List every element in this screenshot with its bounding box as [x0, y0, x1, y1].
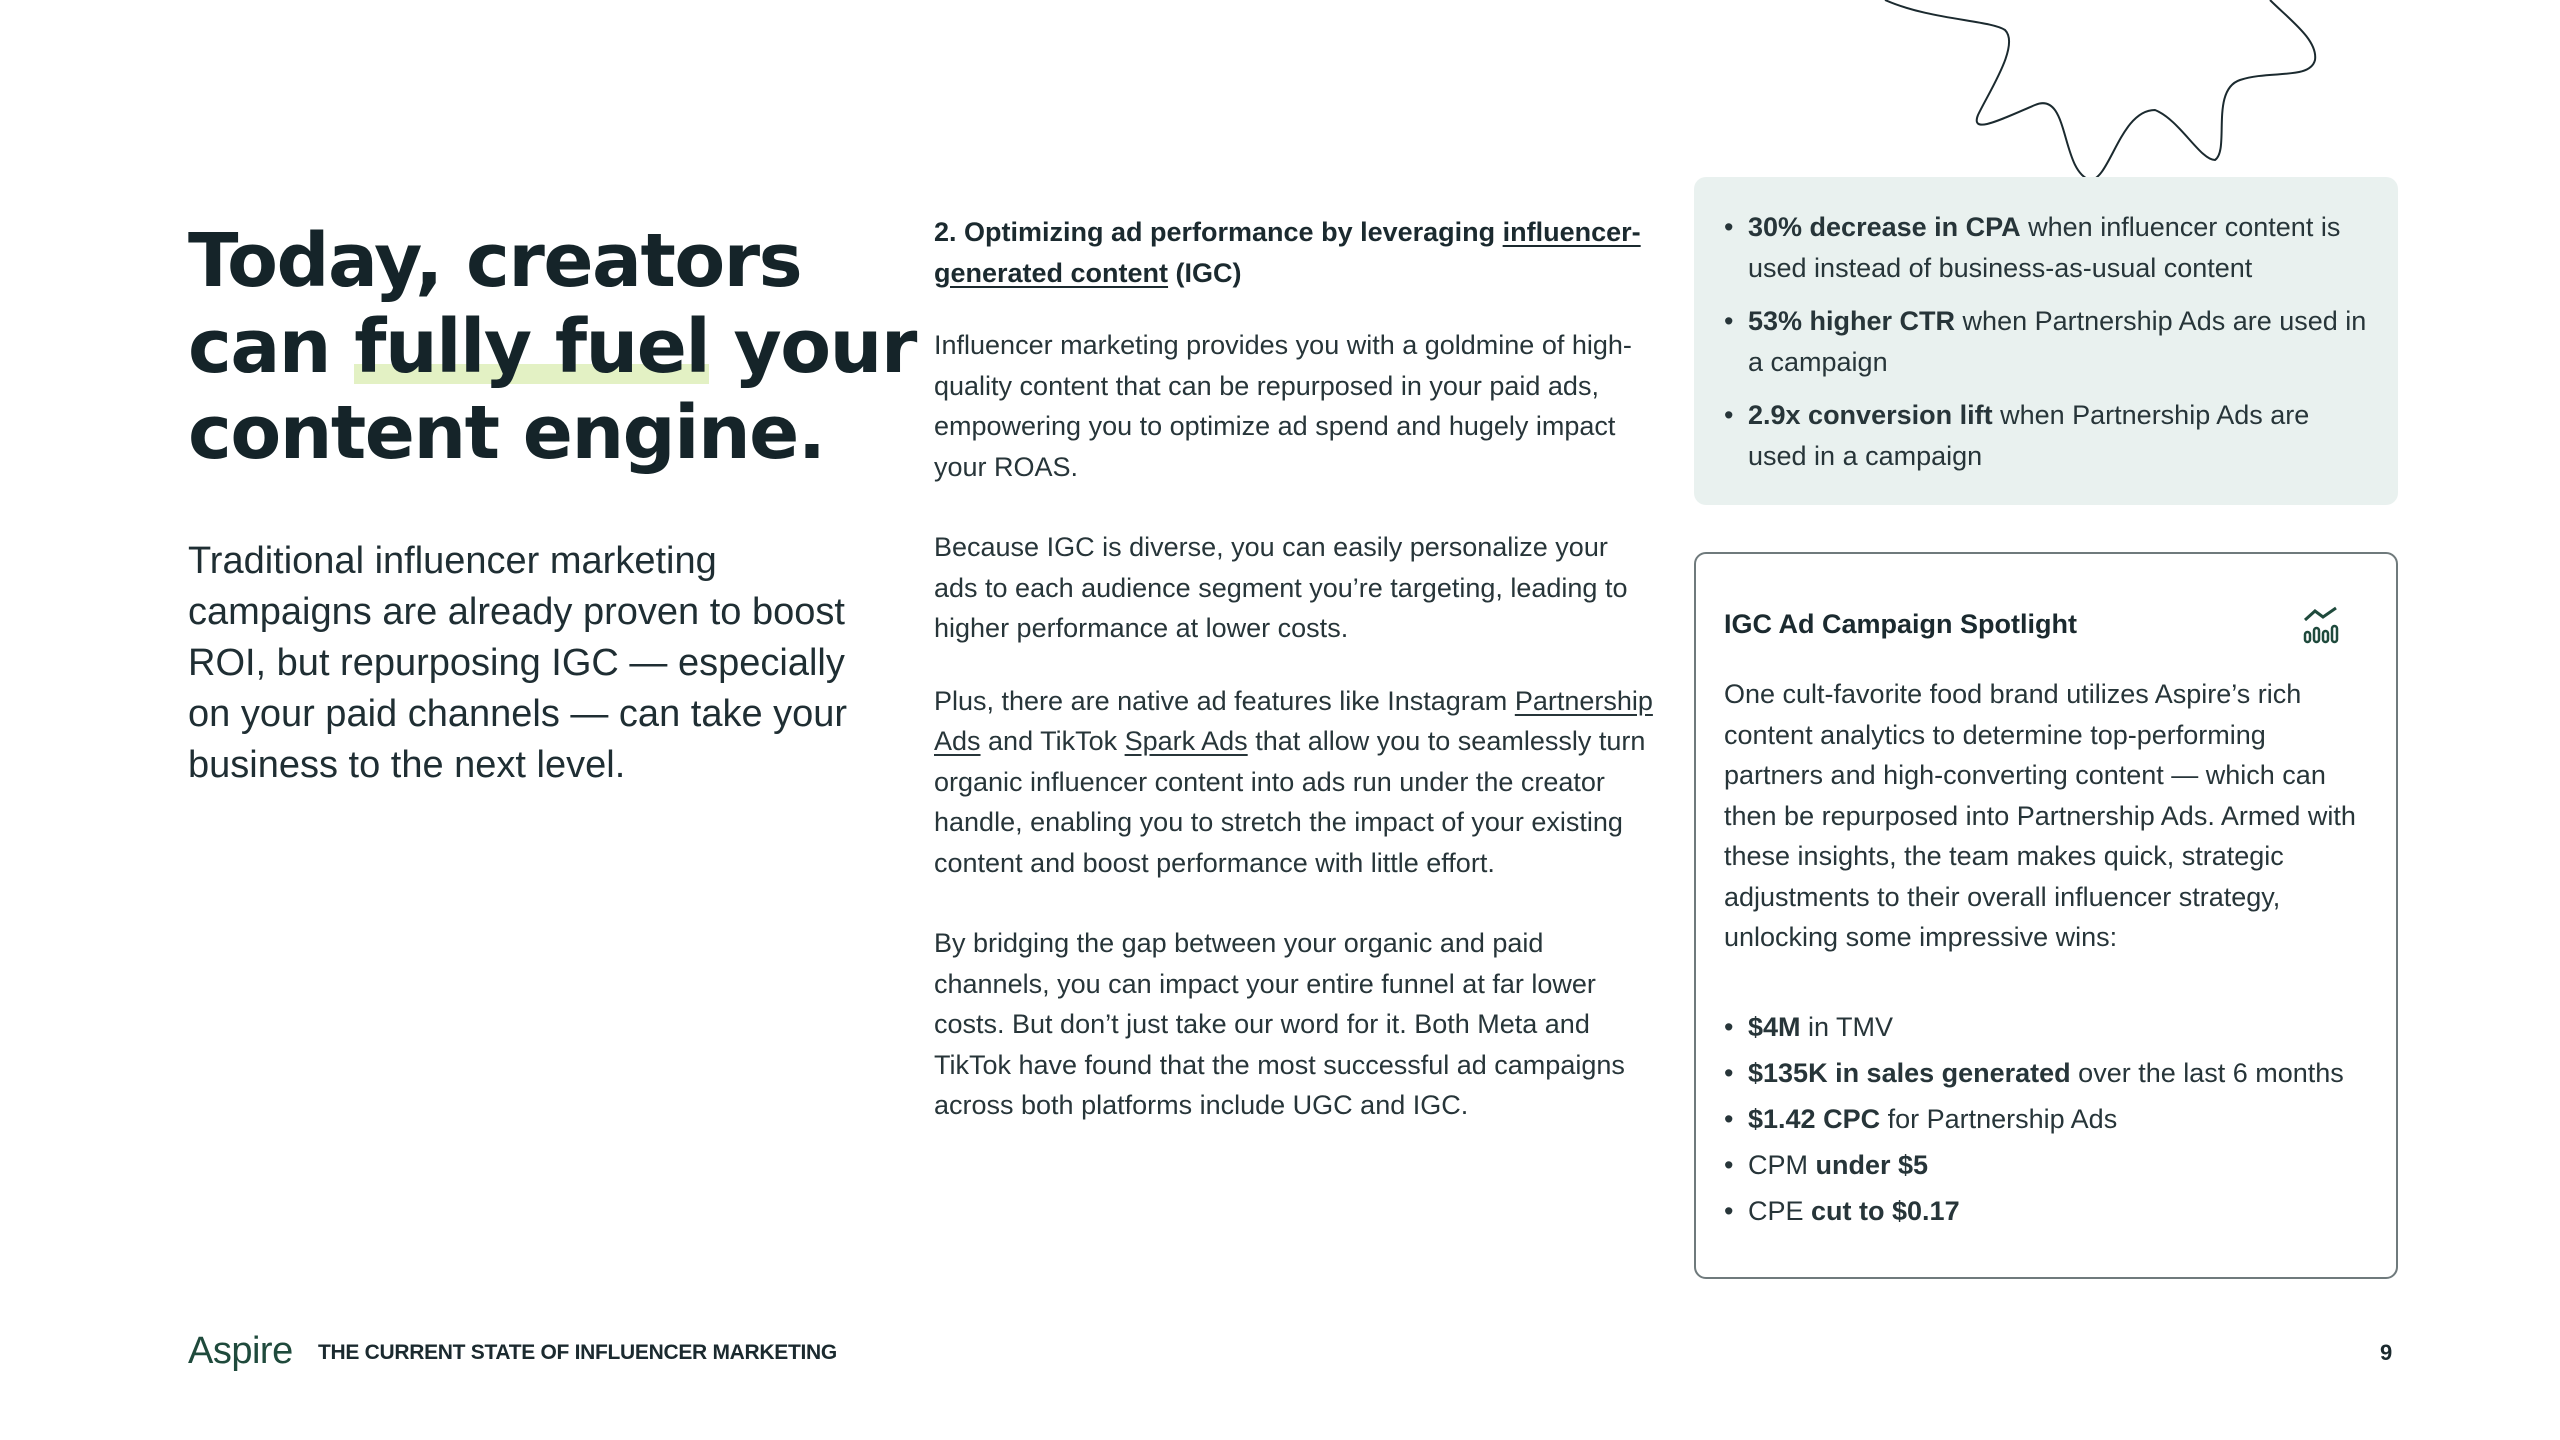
- win-bold: $135K in sales generated: [1748, 1057, 2071, 1088]
- text: Plus, there are native ad features like Instagram: [934, 685, 1515, 716]
- page-headline: [188, 218, 916, 476]
- chart-growth-icon: [2302, 606, 2340, 644]
- stat-bold: 30% decrease in CPA: [1748, 212, 2021, 242]
- spark-ads-link[interactable]: Spark Ads: [1124, 726, 1248, 756]
- headline-highlight: fully fuel: [354, 304, 710, 390]
- decorative-squiggle-star: [1870, 0, 2330, 190]
- win-item: [1724, 1188, 2368, 1234]
- headline-text: can: [188, 304, 355, 390]
- stat-text: when influencer content is used instead of business-as-usual content: [1748, 212, 2341, 283]
- stat-item: [1724, 395, 2368, 476]
- lead-paragraph: Traditional influencer marketing campaigns are already proven to boost ROI, but repurposing IGC — especially on your paid channels — can take your business to the next level.: [188, 540, 848, 786]
- paragraph: [934, 681, 1654, 884]
- page-number: 9: [2380, 1340, 2393, 1365]
- win-text: CPM: [1748, 1149, 1816, 1180]
- partnership-ads-link[interactable]: Partnership Ads: [934, 685, 1653, 756]
- stat-bold: 2.9x conversion lift: [1748, 400, 1993, 430]
- win-item: [1724, 1096, 2368, 1142]
- text: that allow you to seamlessly turn organic influencer content into ads run under the creator handle, enabling you to stretch the impact of your existing content and boost performance with little effort.: [934, 726, 1646, 878]
- spotlight-title: IGC Ad Campaign Spotlight: [1724, 609, 2077, 639]
- stat-bold: 53% higher CTR: [1748, 306, 1956, 336]
- win-text: for Partnership Ads: [1880, 1103, 2118, 1134]
- win-bold: under $5: [1815, 1149, 1929, 1180]
- aspire-logo: Aspire: [188, 1330, 293, 1372]
- win-text: in TMV: [1800, 1011, 1894, 1042]
- spotlight-body: One cult-favorite food brand utilizes Aspire’s rich content analytics to determine top-performing partners and high-converting content — which can then be repurposed into Partnership Ads. Armed with these insights, the team makes quick, strategic adjustments to their overall influencer strategy, unlocking some impressive wins:: [1724, 679, 2356, 952]
- body-column: [934, 212, 1654, 1158]
- igc-link[interactable]: influencer-generated content: [934, 217, 1641, 288]
- footer-report-title: THE CURRENT STATE OF INFLUENCER MARKETING: [318, 1341, 837, 1364]
- heading-text: 2. Optimizing ad performance by leveraging: [934, 217, 1503, 247]
- win-item: [1724, 1050, 2368, 1096]
- win-bold: cut to $0.17: [1811, 1195, 1960, 1226]
- win-item: [1724, 1004, 2368, 1050]
- win-text: CPE: [1748, 1195, 1812, 1226]
- win-bold: $1.42 CPC: [1748, 1103, 1881, 1134]
- headline-line: content engine.: [188, 390, 825, 476]
- spotlight-card: [1694, 552, 2398, 1279]
- stat-item: [1724, 207, 2368, 288]
- stat-text: when Partnership Ads are used in a campaign: [1748, 400, 2310, 471]
- headline-line: Today, creators: [188, 218, 802, 304]
- win-text: over the last 6 months: [2070, 1057, 2344, 1088]
- stat-text: when Partnership Ads are used in a campaign: [1748, 306, 2367, 377]
- win-bold: $4M: [1748, 1011, 1801, 1042]
- headline-line: [188, 304, 916, 390]
- paragraph: Influencer marketing provides you with a goldmine of high-quality content that can be repurposed in your paid ads, empowering you to optimize ad spend and hugely impact your ROAS.: [934, 330, 1632, 482]
- text: and TikTok: [980, 726, 1125, 756]
- heading-text: (IGC): [1168, 257, 1242, 288]
- stat-item: [1724, 301, 2368, 382]
- stats-callout: [1694, 177, 2398, 505]
- paragraph: Because IGC is diverse, you can easily personalize your ads to each audience segment you’re targeting, leading to higher performance at lower costs.: [934, 532, 1628, 643]
- win-item: [1724, 1142, 2368, 1188]
- paragraph: By bridging the gap between your organic and paid channels, you can impact your entire funnel at far lower costs. But don’t just take our word for it. Both Meta and TikTok have found that the most successful ad campaigns across both platforms include UGC and IGC.: [934, 928, 1625, 1120]
- headline-text: your: [709, 304, 916, 390]
- section-heading: [934, 212, 1654, 293]
